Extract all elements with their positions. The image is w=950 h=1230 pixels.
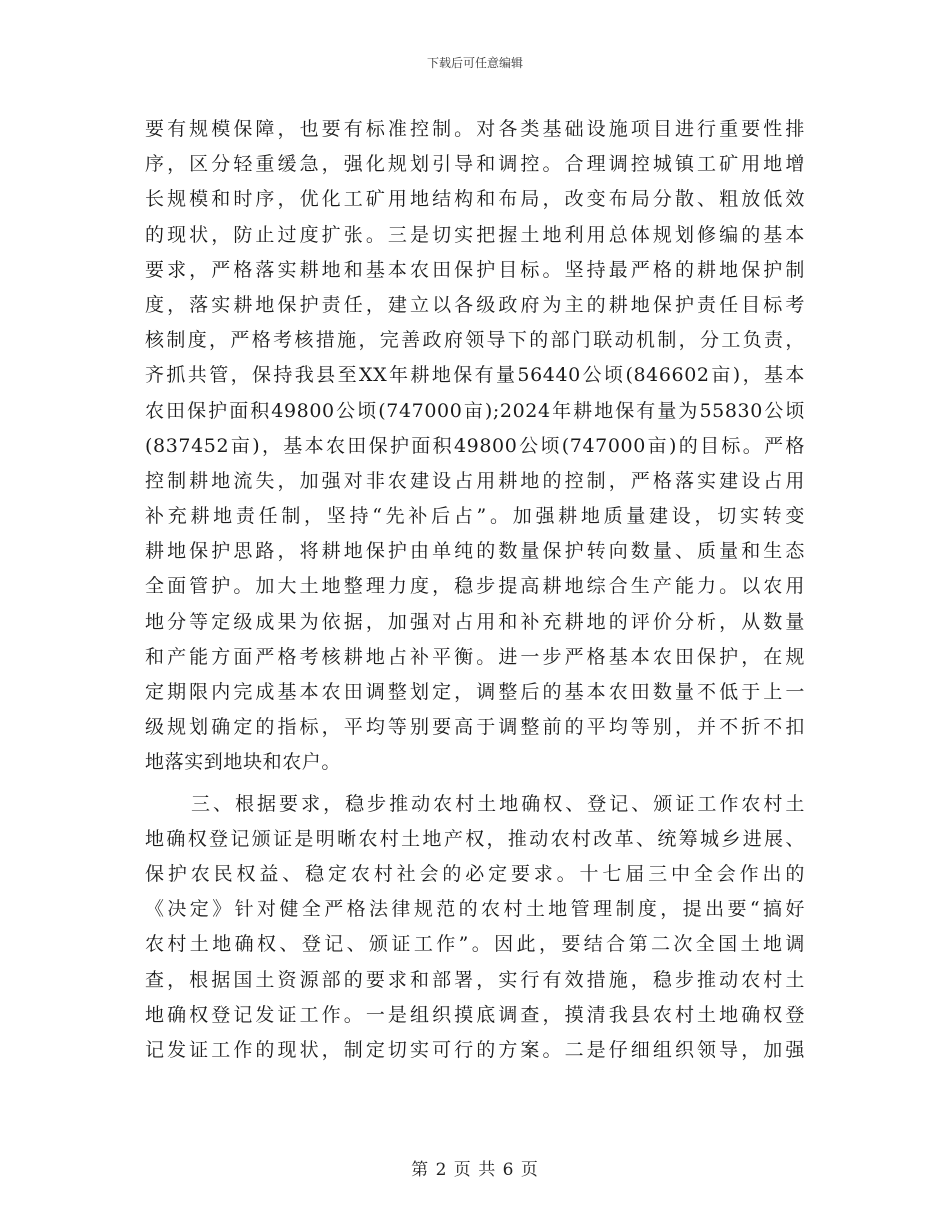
text-line: 定期限内完成基本农田调整划定，调整后的基本农田数量不低于上一 — [145, 681, 805, 703]
paragraph-2 — [145, 787, 805, 1069]
text-line: 度，落实耕地保护责任，建立以各级政府为主的耕地保护责任目标考 — [145, 293, 805, 316]
text-line: 长规模和时序，优化工矿用地结构和布局，改变布局分散、粗放低效 — [145, 188, 805, 211]
document-body — [145, 112, 805, 1068]
text-line: 齐抓共管，保持我县至XX年耕地保有量56440公顷(846602亩)，基本 — [145, 364, 805, 387]
text-line: 控制耕地流失，加强对非农建设占用耕地的控制，严格落实建设占用 — [145, 469, 805, 492]
text-line: 农田保护面积49800公顷(747000亩);2024年耕地保有量为55830公顷 — [145, 399, 805, 422]
text-line: 保护农民权益、稳定农村社会的必定要求。十七届三中全会作出的 — [145, 862, 805, 885]
text-line: 全面管护。加大土地整理力度，稳步提高耕地综合生产能力。以农用 — [145, 575, 805, 598]
text-line: 《决定》针对健全严格法律规范的农村土地管理制度，提出要“搞好 — [145, 898, 805, 921]
text-line: 查，根据国土资源部的要求和部署，实行有效措施，稳步推动农村土 — [145, 968, 805, 991]
text-line: 补充耕地责任制，坚持“先补后占”。加强耕地质量建设，切实转变 — [145, 505, 805, 528]
text-line: 的现状，防止过度扩张。三是切实把握土地利用总体规划修编的基本 — [145, 223, 805, 246]
text-line: (837452亩)，基本农田保护面积49800公顷(747000亩)的目标。严格 — [145, 434, 805, 457]
page-header-note: 下载后可任意编辑 — [426, 56, 523, 70]
text-line: 农村土地确权、登记、颁证工作”。因此，要结合第二次全国土地调 — [145, 933, 805, 956]
text-line: 地落实到地块和农户。 — [145, 751, 342, 774]
text-line: 三、根据要求，稳步推动农村土地确权、登记、颁证工作农村土 — [191, 792, 805, 815]
text-line: 要求，严格落实耕地和基本农田保护目标。坚持最严格的耕地保护制 — [145, 258, 805, 281]
text-line: 记发证工作的现状，制定切实可行的方案。二是仔细组织领导，加强 — [145, 1038, 805, 1061]
text-line: 和产能方面严格考核耕地占补平衡。进一步严格基本农田保护，在规 — [145, 645, 805, 668]
text-line: 级规划确定的指标，平均等别要高于调整前的平均等别，并不折不扣 — [145, 716, 805, 739]
text-line: 要有规模保障，也要有标准控制。对各类基础设施项目进行重要性排 — [145, 118, 805, 140]
text-line: 核制度，严格考核措施，完善政府领导下的部门联动机制，分工负责， — [145, 329, 805, 352]
text-line: 地确权登记发证工作。一是组织摸底调查，摸清我县农村土地确权登 — [145, 1003, 805, 1026]
text-line: 序，区分轻重缓急，强化规划引导和调控。合理调控城镇工矿用地增 — [145, 153, 805, 176]
text-line: 地确权登记颁证是明晰农村土地产权，推动农村改革、统筹城乡进展、 — [145, 827, 805, 850]
paragraph-1 — [145, 112, 805, 781]
text-line: 地分等定级成果为依据，加强对占用和补充耕地的评价分析，从数量 — [145, 610, 805, 633]
page-number: 第 2 页 共 6 页 — [411, 1160, 539, 1180]
text-line: 耕地保护思路，将耕地保护由单纯的数量保护转向数量、质量和生态 — [145, 540, 805, 563]
